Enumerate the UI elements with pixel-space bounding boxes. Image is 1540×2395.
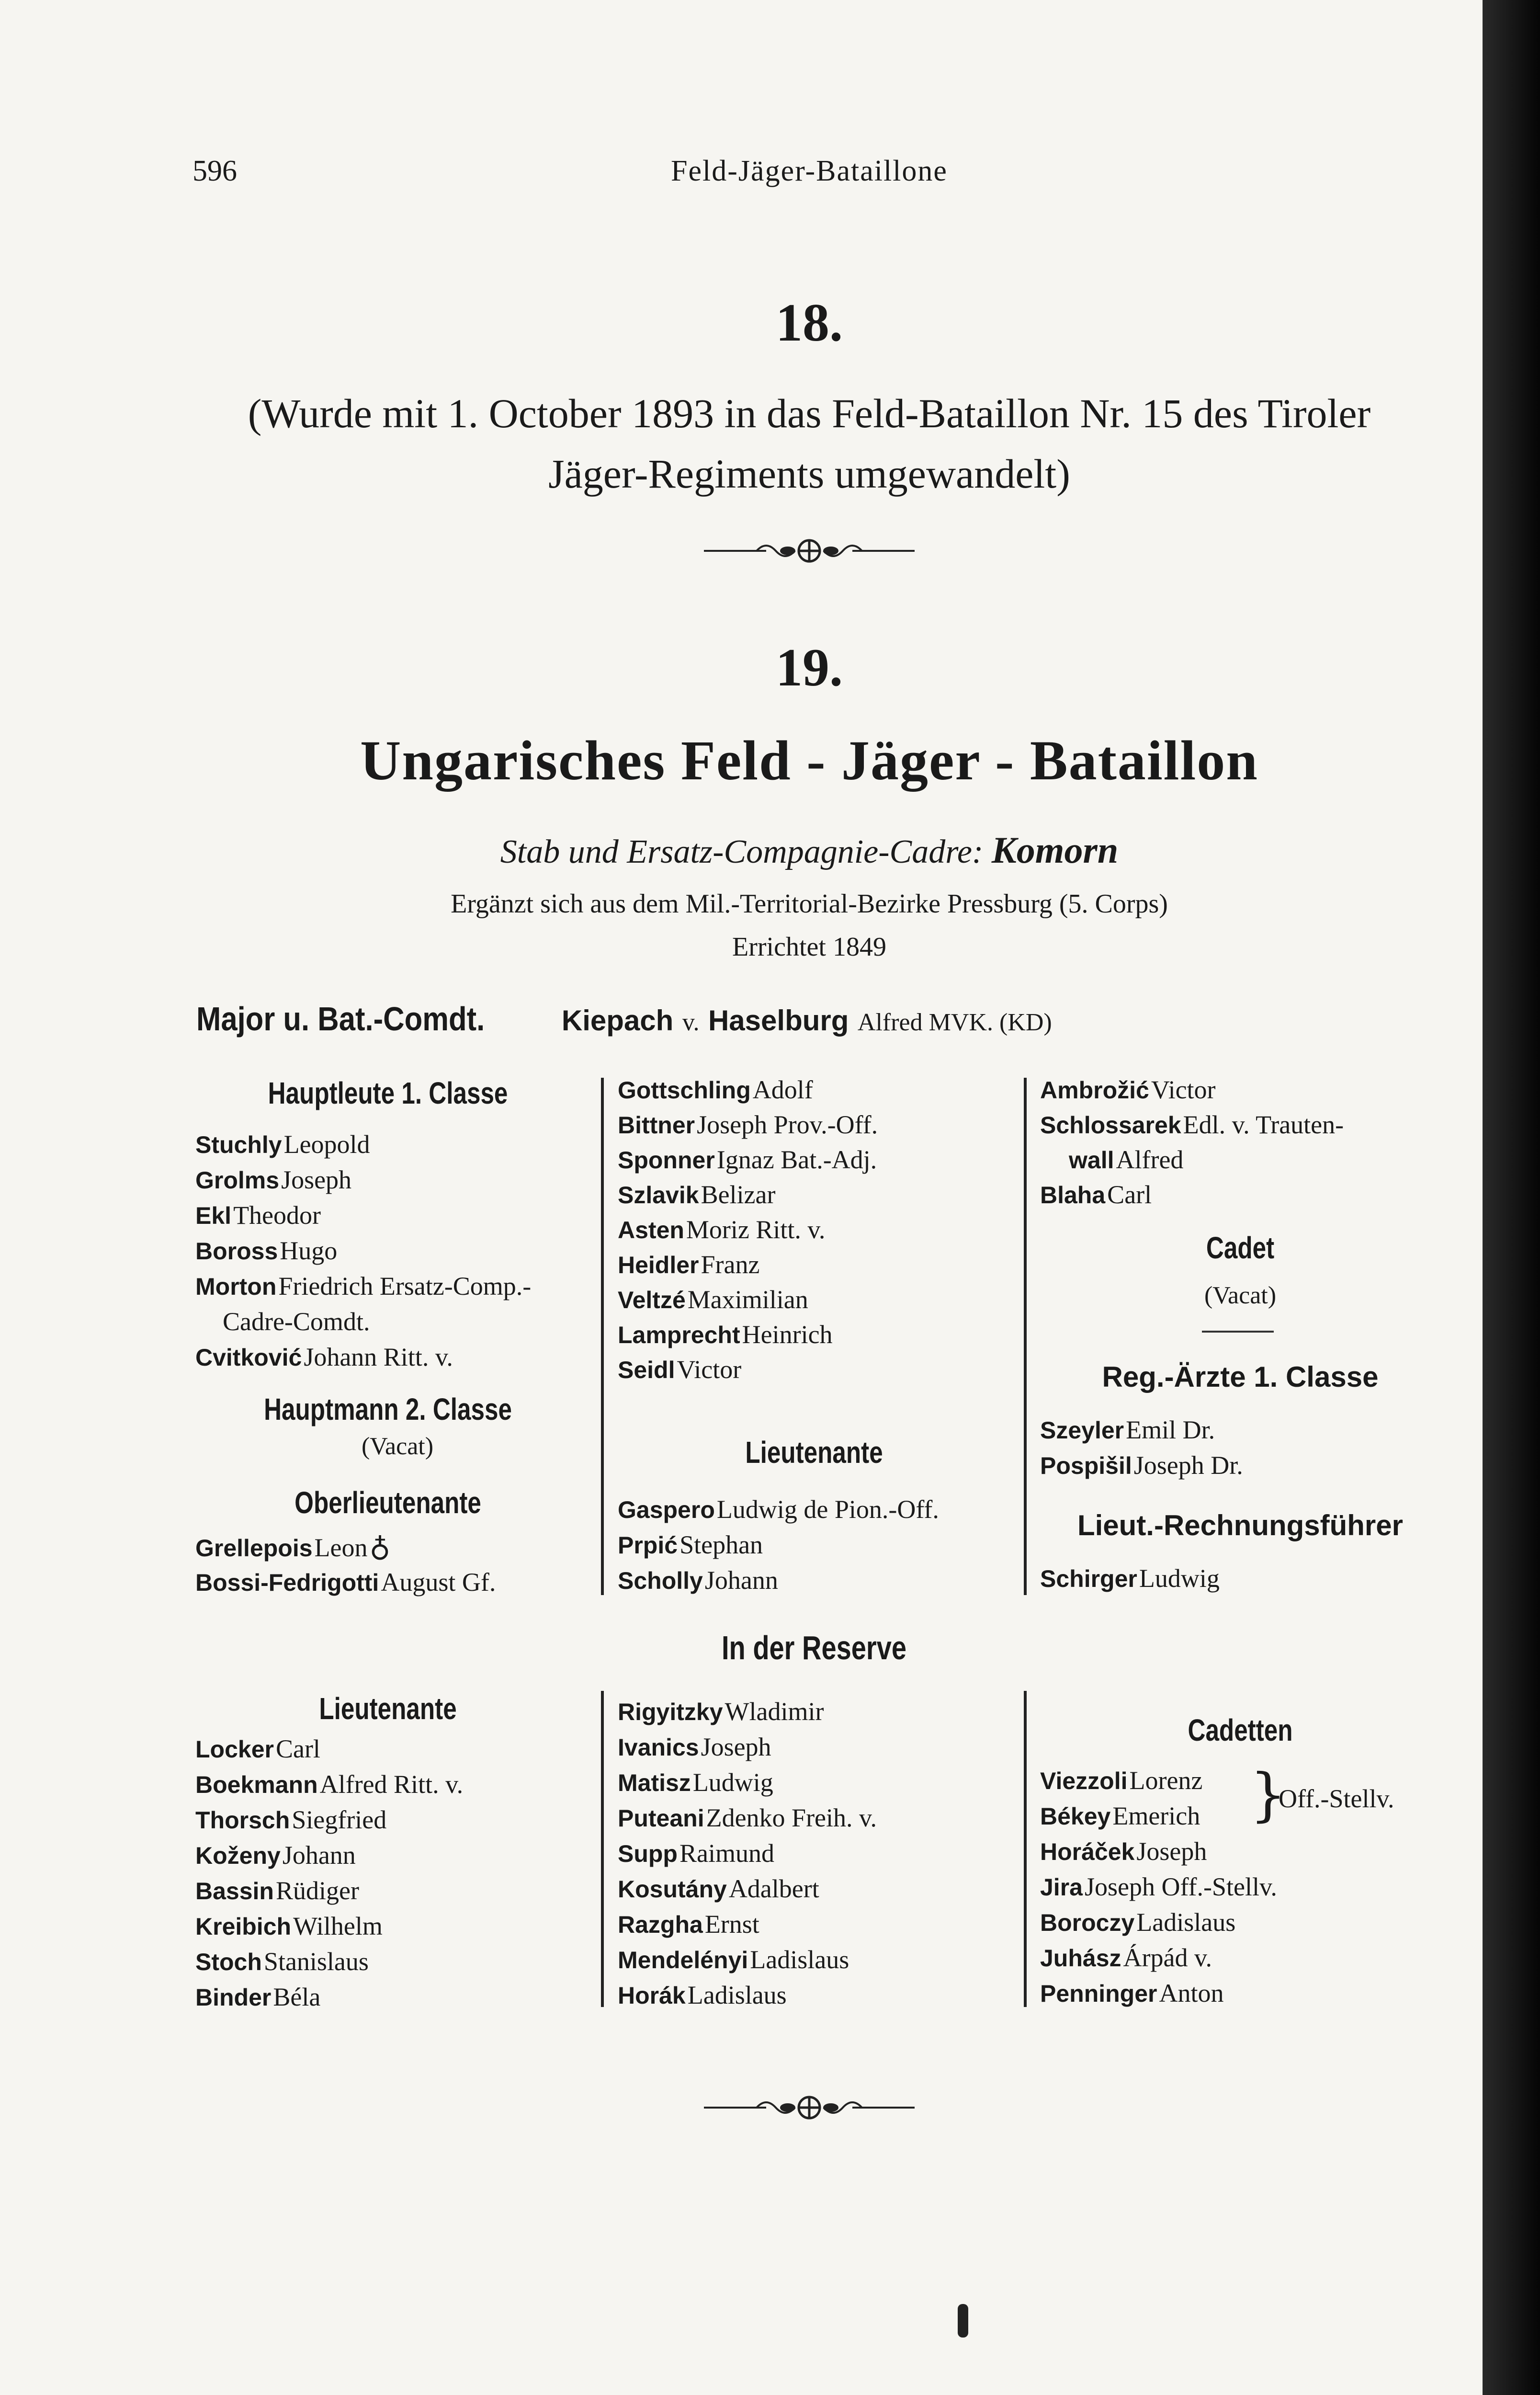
list-item: Jira Joseph Off.-Stellv. [1040, 1872, 1277, 1901]
stab-place: Komorn [991, 829, 1119, 871]
section-19-number: 19. [776, 638, 843, 697]
section-18-note-line2: Jäger-Regiments umgewandelt) [548, 451, 1070, 497]
list-item: Bittner Joseph Prov.-Off. [618, 1110, 878, 1139]
battalion-title: Ungarisches Feld - Jäger - Bataillon [360, 729, 1258, 792]
stab-line [0, 829, 1483, 872]
column-rule-4 [1024, 1691, 1027, 2007]
list-item: Thorsch Siegfried [195, 1805, 387, 1834]
major-label: Major u. Bat.-Comdt. [196, 1000, 485, 1038]
heading-rechnungsfuehrer: Lieut.-Rechnungsführer [1077, 1509, 1403, 1541]
column-rule-3 [601, 1691, 604, 2007]
list-item: Razgha Ernst [618, 1910, 759, 1939]
list-item: Boroczy Ladislaus [1040, 1908, 1236, 1937]
list-item: Mendelényi Ladislaus [618, 1945, 849, 1974]
heading-cadetten: Cadetten [1188, 1713, 1293, 1747]
ornament-divider-icon [704, 536, 915, 565]
list-item: wall Alfred [1069, 1145, 1184, 1174]
list-item: Stuchly Leopold [195, 1130, 370, 1159]
list-item: Juhász Árpád v. [1040, 1943, 1212, 1972]
heading-hauptmann-2: Hauptmann 2. Classe [264, 1392, 512, 1426]
list-item: Puteani Zdenko Freih. v. [618, 1803, 877, 1832]
list-item: Seidl Victor [618, 1355, 742, 1384]
list-item: Szlavik Belizar [618, 1180, 776, 1209]
list-item: Horák Ladislaus [618, 1981, 787, 2009]
order-badge-icon: ♁ [369, 1531, 391, 1562]
list-item: Cadre-Comdt. [223, 1307, 370, 1336]
list-item: Veltzé Maximilian [618, 1285, 808, 1314]
list-item: Kosutány Adalbert [618, 1874, 819, 1903]
list-item: Gottschling Adolf [618, 1075, 813, 1104]
list-item: Szeyler Emil Dr. [1040, 1415, 1215, 1444]
major-rest: Alfred MVK. (KD) [857, 1009, 1052, 1036]
column-rule-1 [601, 1078, 604, 1595]
heading-in-der-reserve: In der Reserve [722, 1629, 906, 1666]
list-item: Stoch Stanislaus [195, 1947, 369, 1976]
errichtet-line: Errichtet 1849 [732, 932, 886, 962]
section-18-note-line1: (Wurde mit 1. October 1893 in das Feld-Bataillon Nr. 15 des Tiroler [248, 390, 1371, 436]
list-item: Schlossarek Edl. v. Trauten- [1040, 1110, 1344, 1139]
list-item: Ivanics Joseph [618, 1733, 771, 1761]
running-title: Feld-Jäger-Bataillone [671, 155, 948, 187]
list-item: Schirger Ludwig [1040, 1564, 1220, 1593]
ornament-divider-icon [704, 2093, 915, 2122]
section-18-number: 18. [776, 293, 843, 353]
major-line [196, 999, 1052, 1039]
list-item: Cvitković Johann Ritt. v. [195, 1343, 453, 1371]
list-item: Rigyitzky Wladimir [618, 1697, 824, 1726]
list-item: Prpić Stephan [618, 1530, 763, 1559]
list-item: Morton Friedrich Ersatz-Comp.- [195, 1272, 532, 1300]
list-item: Blaha Carl [1040, 1180, 1152, 1209]
heading-cadet: Cadet [1206, 1231, 1275, 1265]
list-item: Gaspero Ludwig de Pion.-Off. [618, 1495, 939, 1524]
stab-label: Stab und Ersatz-Compagnie-Cadre: [500, 833, 984, 870]
list-item: Heidler Franz [618, 1250, 760, 1279]
heading-oberlieutenante: Oberlieutenante [294, 1485, 481, 1520]
list-item: Lamprecht Heinrich [618, 1320, 833, 1349]
divider [1202, 1331, 1274, 1333]
ink-mark [958, 2304, 968, 2338]
list-item: Horáček Joseph [1040, 1837, 1207, 1866]
list-item: Bossi-Fedrigotti August Gf. [195, 1568, 496, 1597]
list-item: Scholly Johann [618, 1566, 778, 1595]
list-item: Supp Raimund [618, 1839, 774, 1868]
page-edge [1483, 0, 1540, 2395]
heading-reg-aerzte: Reg.-Ärzte 1. Classe [1102, 1361, 1379, 1393]
list-item: Koženy Johann [195, 1841, 356, 1870]
major-name1: Kiepach [561, 1004, 674, 1037]
list-item: Boekmann Alfred Ritt. v. [195, 1770, 464, 1799]
list-item: Binder Béla [195, 1983, 321, 2011]
brace-symbol: } [1250, 1762, 1287, 1828]
list-item: Sponner Ignaz Bat.-Adj. [618, 1145, 877, 1174]
section-18-note [0, 383, 1483, 504]
list-item: Békey Emerich [1040, 1802, 1200, 1830]
list-item: Ambrožić Victor [1040, 1075, 1216, 1104]
list-item: Asten Moriz Ritt. v. [618, 1215, 826, 1244]
hauptmann-2-vacat: (Vacat) [361, 1433, 434, 1460]
column-rule-2 [1024, 1078, 1027, 1595]
page-number: 596 [192, 155, 237, 187]
brace-note: Off.-Stellv. [1279, 1784, 1394, 1813]
heading-lieutenante: Lieutenante [745, 1435, 883, 1470]
list-item: Grellepois Leon ♁ [195, 1531, 391, 1562]
heading-hauptleute: Hauptleute 1. Classe [268, 1076, 508, 1110]
list-item: Locker Carl [195, 1734, 320, 1763]
list-item: Penninger Anton [1040, 1979, 1224, 2007]
heading-reserve-lieutenante: Lieutenante [319, 1691, 457, 1726]
list-item: Boross Hugo [195, 1236, 338, 1265]
list-item: Matisz Ludwig [618, 1768, 773, 1797]
list-item: Ekl Theodor [195, 1201, 321, 1230]
list-item: Kreibich Wilhelm [195, 1912, 383, 1940]
list-item: Pospišil Joseph Dr. [1040, 1451, 1243, 1480]
erganzt-line: Ergänzt sich aus dem Mil.-Territorial-Bezirke Pressburg (5. Corps) [451, 889, 1168, 919]
major-name2: Haselburg [708, 1004, 849, 1037]
list-item: Grolms Joseph [195, 1165, 352, 1194]
list-item: Viezzoli Lorenz [1040, 1766, 1203, 1795]
cadet-vacat: (Vacat) [1204, 1282, 1277, 1309]
major-v: v. [682, 1009, 700, 1036]
list-item: Bassin Rüdiger [195, 1876, 359, 1905]
